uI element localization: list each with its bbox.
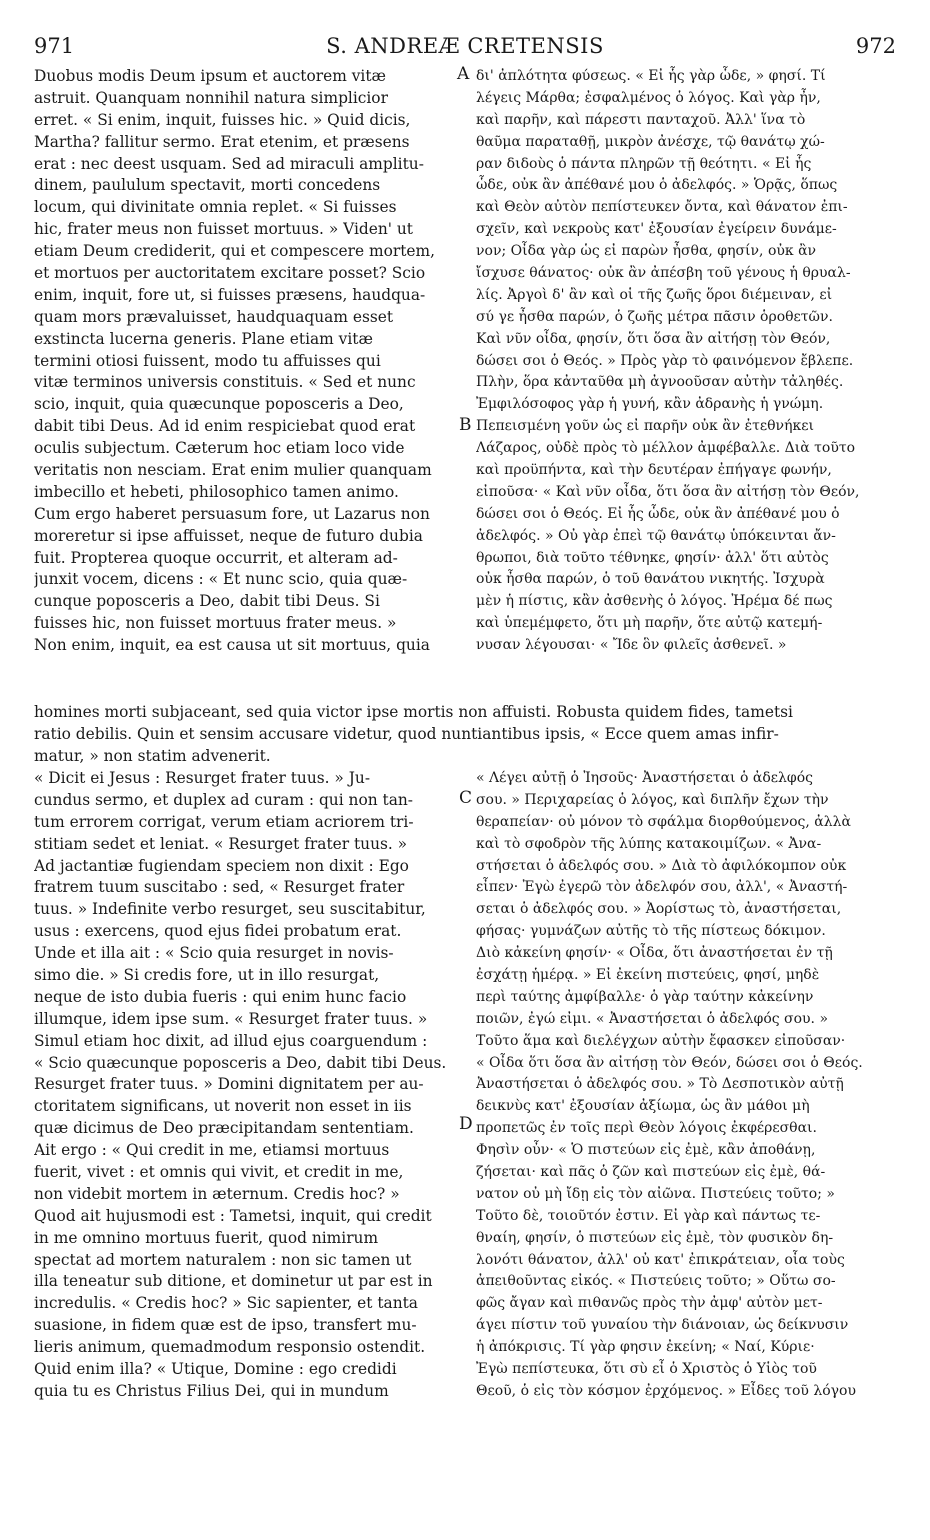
greek-line: άγει πίστιν τοῦ γυναίου τὴν διάνοιαν, ὡς δείκνυσιν bbox=[476, 1317, 849, 1334]
latin-line: quam mors prævaluisset, haudquaquam esset bbox=[34, 307, 394, 326]
greek-line: εἰποῦσα· « Καὶ νῦν οἶδα, ὅτι ὅσα ἂν αἰτήσῃ τὸν Θεόν, bbox=[476, 483, 860, 500]
latin-line: Cum ergo haberet persuasum fore, ut Lazarus non bbox=[34, 504, 430, 523]
latin-line: tuus. » Indefinite verbo resurget, seu suscitabitur, bbox=[34, 900, 426, 919]
latin-line: dabit tibi Deus. Ad id enim respiciebat quod erat bbox=[34, 417, 416, 436]
latin-line: simo die. » Si credis fore, ut in illo resurgat, bbox=[34, 966, 380, 985]
greek-line: περὶ ταύτης ἀμφίβαλλε· ὁ γὰρ ταύτην κἀκείνην bbox=[476, 988, 814, 1005]
greek-line: ἐσχάτῃ ἡμέρᾳ. » Εἰ ἐκείνη πιστεύεις, φησί, μηδὲ bbox=[476, 967, 820, 984]
greek-line: καὶ παρῆν, καὶ πάρεστι πανταχοῦ. Ἀλλ' ἵνα τὸ bbox=[476, 111, 806, 128]
latin-line: spectat ad mortem naturalem : non sic tamen ut bbox=[34, 1250, 412, 1269]
greek-line: Ἐμφιλόσοφος γὰρ ἡ γυνή, κἂν ἀδρανὴς ἡ γνώμη. bbox=[476, 396, 824, 413]
latin-line: dinem, paululum spectavit, morti concedens bbox=[34, 176, 381, 195]
latin-line: vitæ terminos universis constituis. « Sed et nunc bbox=[34, 373, 416, 392]
greek-line: θρωποι, διὰ τοῦτο τέθνηκε, φησίν· ἀλλ' ὅτι αὐτὸς bbox=[476, 549, 829, 566]
margin-letter-a: A bbox=[457, 64, 470, 84]
latin-line: usus : exercens, quod ejus fidei probatum erat. bbox=[34, 922, 402, 941]
greek-line: ἀδελφός. » Οὐ γὰρ ἐπεὶ τῷ θανάτῳ ὑπόκεινται ἄν- bbox=[476, 527, 836, 544]
greek-line: δι' ἀπλότητα φύσεως. « Εἰ ἧς γὰρ ὧδε, » φησί. Τί bbox=[476, 68, 826, 84]
latin-line: suasione, in fidem quæ est de ipso, transfert mu- bbox=[34, 1316, 417, 1335]
latin-line: Quid enim illa? « Utique, Domine : ego credidi bbox=[34, 1360, 397, 1379]
greek-line: Φησὶν οὖν· « Ὁ πιστεύων εἰς ἐμὲ, κἂν ἀποθάνῃ, bbox=[476, 1142, 816, 1159]
greek-line: « Λέγει αὐτῇ ὁ Ἰησοῦς· Ἀναστήσεται ὁ ἀδελφός bbox=[476, 770, 813, 786]
latin-line: in me omnino mortuus fuerit, quod nimirum bbox=[34, 1228, 379, 1247]
latin-line: veritatis non nesciam. Erat enim mulier quanquam bbox=[34, 461, 432, 480]
latin-line: Unde et illa ait : « Scio quia resurget in novis- bbox=[34, 944, 394, 963]
greek-line: δεικνὺς κατ' ἐξουσίαν ἀξίωμα, ὡς ἂν μάθοι μὴ bbox=[476, 1098, 810, 1115]
latin-column-top bbox=[34, 66, 456, 657]
greek-line: καὶ Θεὸν αὐτὸν πεπίστευκεν ὄντα, καὶ θάνατον ἐπι- bbox=[476, 199, 848, 216]
full-width-latin-text bbox=[34, 702, 898, 768]
greek-line: καὶ τὸ σφοδρὸν τῆς λύπης κατακοιμίζων. « Ἀνα- bbox=[476, 835, 822, 852]
margin-letter-d: D bbox=[459, 1114, 473, 1134]
greek-column-bottom bbox=[476, 768, 898, 1403]
latin-line: fratrem tuum suscitabo : sed, « Resurget frater bbox=[34, 878, 405, 897]
latin-line: et mortuos per auctoritatem excitare posset? Scio bbox=[34, 264, 426, 283]
latin-line: « Dicit ei Jesus : Resurget frater tuus. » Ju- bbox=[34, 769, 371, 787]
greek-line: προπετῶς ἐν τοῖς περὶ Θεὸν λόγοις ἐκφέρεσθαι. bbox=[476, 1120, 817, 1137]
latin-line: Resurget frater tuus. » Domini dignitatem per au- bbox=[34, 1075, 424, 1094]
greek-line: καὶ ὑπεμέμφετο, ὅτι μὴ παρῆν, ὅτε αὐτῷ κατεμή- bbox=[476, 615, 823, 632]
greek-line: ζήσεται· καὶ πᾶς ὁ ζῶν καὶ πιστεύων εἰς ἐμὲ, θά- bbox=[476, 1164, 826, 1181]
greek-line: νατον οὐ μὴ ἴδῃ εἰς τὸν αἰῶνα. Πιστεύεις τοῦτο; » bbox=[476, 1185, 835, 1202]
greek-line: νυσαν λέγουσαι· « Ἴδε ὃν φιλεῖς ἀσθενεῖ. » bbox=[476, 637, 787, 654]
greek-line: Θεοῦ, ὁ εἰς τὸν κόσμον ἐρχόμενος. » Εἶδες τοῦ λόγου bbox=[476, 1382, 856, 1399]
greek-line: λίς. Ἀργοὶ δ' ἂν καὶ οἱ τῆς ζωῆς ὅροι διέμειναν, εἰ bbox=[476, 286, 833, 303]
latin-line: quæ dicimus de Deo præcipitandam sententiam. bbox=[34, 1119, 414, 1138]
greek-line: οὐκ ἦσθα παρών, ὁ τοῦ θανάτου νικητής. Ἰσχυρὰ bbox=[476, 571, 825, 588]
latin-line: cunque poposceris a Deo, dabit tibi Deus. Si bbox=[34, 592, 380, 611]
latin-line: exstincta lucerna generis. Plane etiam vitæ bbox=[34, 329, 373, 348]
margin-letter-b: B bbox=[459, 415, 472, 435]
latin-line: cundus sermo, et duplex ad curam : qui non tan- bbox=[34, 790, 413, 809]
greek-line: δώσει σοι ὁ Θεός. Εἰ ἧς ὧδε, οὐκ ἂν ἀπέθανέ μου ὁ bbox=[476, 505, 840, 522]
full-width-line: ratio debilis. Quin et sensim accusare videtur, quod nuntiantibus ipsis, « Ecce quem amas infir- bbox=[34, 724, 779, 743]
latin-line: Ad jactantiæ fugiendam speciem non dixit : Ego bbox=[34, 856, 409, 875]
latin-line: lieris animum, quemadmodum responsio ostendit. bbox=[34, 1338, 426, 1357]
latin-line: imbecillo et hebeti, philosophico tamen animo. bbox=[34, 482, 399, 501]
latin-line: erat : nec deest usquam. Sed ad miraculi amplitu- bbox=[34, 154, 424, 173]
greek-column-top bbox=[476, 66, 898, 657]
greek-line: νον; Οἶδα γὰρ ὡς εἰ παρὼν ἦσθα, φησίν, οὐκ ἂν bbox=[476, 243, 817, 260]
latin-line: non videbit mortem in æternum. Credis hoc? » bbox=[34, 1184, 400, 1203]
latin-line: etiam Deum crediderit, qui et compescere mortem, bbox=[34, 242, 435, 261]
latin-line: locum, qui divinitate omnia replet. « Si fuisses bbox=[34, 198, 397, 217]
latin-line: Simul etiam hoc dixit, ad illud ejus coarguendum : bbox=[34, 1031, 428, 1050]
greek-line: εἶπεν· Ἐγὼ ἐγερῶ τὸν ἀδελφόν σου, ἀλλ', « Ἀναστή- bbox=[476, 879, 848, 896]
latin-line: Quod ait hujusmodi est : Tametsi, inquit, qui credit bbox=[34, 1206, 432, 1225]
latin-line: Non enim, inquit, ea est causa ut sit mortuus, quia bbox=[34, 636, 430, 655]
latin-line: scio, inquit, quia quæcunque poposceris a Deo, bbox=[34, 395, 404, 414]
right-column-number: 972 bbox=[855, 34, 896, 58]
latin-line: fuit. Propterea quoque occurrit, et alteram ad- bbox=[34, 548, 398, 567]
greek-line: μὲν ἡ πίστις, κἂν ἀσθενὴς ὁ λόγος. Ἠρέμα δέ πως bbox=[476, 593, 833, 610]
greek-line: Πεπεισμένη γοῦν ὡς εἰ παρῆν οὐκ ἂν ἐτεθνήκει bbox=[476, 418, 814, 435]
latin-line: incredulis. « Credis hoc? » Sic sapienter, et tanta bbox=[34, 1294, 418, 1313]
latin-line: astruit. Quanquam nonnihil natura simplicior bbox=[34, 88, 388, 107]
greek-line: ἡ ἀπόκρισις. Τί γὰρ φησιν ἐκείνη; « Ναί, Κύριε· bbox=[476, 1339, 815, 1356]
greek-line: Πλὴν, ὅρα κἀνταῦθα μὴ ἀγνοοῦσαν αὐτὴν τἀληθές. bbox=[476, 374, 844, 391]
latin-line: Ait ergo : « Qui credit in me, etiamsi mortuus bbox=[34, 1141, 390, 1160]
greek-line: Καὶ νῦν οἶδα, φησίν, ὅτι ὅσα ἂν αἰτήσῃ τὸν Θεόν, bbox=[476, 330, 831, 347]
greek-line: καὶ προϋπήντα, καὶ τὴν δευτέραν ἐπήγαγε φωνήν, bbox=[476, 462, 832, 479]
latin-line: erret. « Si enim, inquit, fuisses hic. » Quid dicis, bbox=[34, 110, 411, 129]
latin-line: Martha? fallitur sermo. Erat etenim, et præsens bbox=[34, 132, 410, 151]
page-header bbox=[34, 34, 896, 64]
greek-line: δώσει σοι ὁ Θεός. » Πρὸς γὰρ τὸ φαινόμενον ἔβλεπε. bbox=[476, 352, 854, 369]
margin-letter-c: C bbox=[459, 788, 473, 808]
greek-line: λέγεις Μάρθα; ἐσφαλμένος ὁ λόγος. Καὶ γὰρ ἦν, bbox=[476, 89, 821, 106]
latin-line: oculis subjectum. Cæterum hoc etiam loco vide bbox=[34, 439, 405, 458]
greek-line: Ἐγὼ πεπίστευκα, ὅτι σὺ εἶ ὁ Χριστὸς ὁ Υἱὸς τοῦ bbox=[476, 1361, 817, 1378]
full-width-line: matur, » non statim advenerit. bbox=[34, 746, 271, 765]
greek-line: Τοῦτο ἅμα καὶ διελέγχων αὐτὴν ἔφασκεν εἰποῦσαν· bbox=[476, 1032, 846, 1049]
greek-line: θναίη, φησίν, ὁ πιστεύων εἰς ἐμὲ, τὸν φυσικὸν δη- bbox=[476, 1229, 834, 1246]
latin-line: illa teneatur sub ditione, et dominetur ut par est in bbox=[34, 1272, 433, 1291]
greek-line: στήσεται ὁ ἀδελφός σου. » Διὰ τὸ ἀφιλόκομπον οὐκ bbox=[476, 857, 847, 874]
latin-line: fuisses hic, non fuisset mortuus frater meus. » bbox=[34, 614, 397, 633]
latin-line: ctoritatem significans, ut noverit non esset in iis bbox=[34, 1097, 412, 1116]
greek-line: σύ γε ἦσθα παρών, ὁ ζωῆς μέτρα πᾶσιν ὁροθετῶν. bbox=[476, 308, 833, 325]
greek-line: Διὸ κἀκείνη φησίν· « Οἶδα, ὅτι ἀναστήσεται ἐν τῇ bbox=[476, 945, 833, 962]
greek-line: φήσας· γυμνάζων αὐτῆς τὸ τῆς πίστεως δόκιμον. bbox=[476, 923, 826, 940]
greek-line: ἀπειθοῦντας εἰκός. « Πιστεύεις τοῦτο; » Οὕτω σο- bbox=[476, 1273, 836, 1290]
latin-line: termini otiosi fuissent, modo tu affuisses qui bbox=[34, 351, 381, 370]
latin-line: hic, frater meus non fuisset mortuus. » Viden' ut bbox=[34, 220, 413, 239]
greek-line: ἴσχυσε θάνατος· οὐκ ἂν ἀπέσβη τοῦ γένους ἡ θρυαλ- bbox=[476, 265, 851, 282]
full-width-line: homines morti subjaceant, sed quia victor ipse mortis non affuisti. Robusta quidem fides, tametsi bbox=[34, 703, 793, 721]
greek-line: θεραπείαν· οὐ μόνον τὸ σφάλμα διορθούμενος, ἀλλὰ bbox=[476, 813, 851, 830]
latin-line: enim, inquit, fore ut, si fuisses præsens, haudqua- bbox=[34, 285, 426, 304]
greek-line: σου. » Περιχαρείας ὁ λόγος, καὶ διπλῆν ἔχων τὴν bbox=[476, 791, 829, 808]
greek-line: φῶς ἄγαν καὶ πιθανῶς πρὸς τὴν ἀμφ' αὐτὸν μετ- bbox=[476, 1295, 823, 1312]
greek-line: σχεῖν, καὶ νεκροὺς κατ' ἐξουσίαν ἐγείρειν δυνάμε- bbox=[476, 221, 837, 238]
greek-line: ποιῶν, ἐγώ εἰμι. « Ἀναστήσεται ὁ ἀδελφός σου. » bbox=[476, 1010, 829, 1027]
greek-line: Ἀναστήσεται ὁ ἀδελφός σου. » Τὸ Δεσποτικὸν αὐτῇ bbox=[476, 1076, 844, 1093]
latin-line: « Scio quæcunque poposceris a Deo, dabit tibi Deus. bbox=[34, 1053, 447, 1072]
latin-line: junxit vocem, dicens : « Et nunc scio, quia quæ- bbox=[34, 570, 408, 589]
greek-line: θαῦμα παραταθῇ, μικρὸν ἀνέσχε, τῷ θανάτῳ χώ- bbox=[476, 133, 825, 150]
greek-line: Λάζαρος, οὐδὲ πρὸς τὸ μέλλον ἀμφέβαλλε. Διὰ τοῦτο bbox=[476, 440, 856, 457]
latin-line: illumque, idem ipse sum. « Resurget frater tuus. » bbox=[34, 1009, 428, 1028]
latin-line: fuerit, vivet : et omnis qui vivit, et credit in me, bbox=[34, 1163, 404, 1182]
latin-line: neque de isto dubia fueris : qui enim hunc facio bbox=[34, 987, 407, 1006]
greek-line: λονότι θάνατον, ἀλλ' οὐ κατ' ἐπικράτειαν, οἷα τοὺς bbox=[476, 1251, 845, 1268]
greek-line: σεται ὁ ἀδελφός σου. » Ἀορίστως τὸ, ἀναστήσεται, bbox=[476, 901, 842, 918]
greek-line: « Οἶδα ὅτι ὅσα ἂν αἰτήσῃ τὸν Θεόν, δώσει σοι ὁ Θεός. bbox=[476, 1054, 863, 1071]
greek-line: ὧδε, οὐκ ἂν ἀπέθανέ μου ὁ ἀδελφός. » Ὁρᾷς, ὅπως bbox=[476, 177, 838, 194]
greek-line: Τοῦτο δὲ, τοιοῦτόν ἐστιν. Εἰ γὰρ καὶ πάντως τε- bbox=[476, 1207, 821, 1224]
latin-line: quia tu es Christus Filius Dei, qui in mundum bbox=[34, 1381, 389, 1400]
latin-column-bottom bbox=[34, 768, 456, 1403]
latin-line: Duobus modis Deum ipsum et auctorem vitæ bbox=[34, 67, 386, 85]
latin-line: stitiam sedet et leniat. « Resurget frater tuus. » bbox=[34, 834, 408, 853]
greek-line: ραν διδοὺς ὁ πάντα πληρῶν τῇ θεότητι. « Εἰ ἧς bbox=[476, 155, 812, 172]
running-title: S. ANDREÆ CRETENSIS bbox=[326, 34, 604, 58]
latin-line: tum errorem corrigat, verum etiam acriorem tri- bbox=[34, 812, 414, 831]
latin-line: moreretur si ipse affuisset, neque de futuro dubia bbox=[34, 526, 423, 545]
left-column-number: 971 bbox=[34, 34, 75, 58]
